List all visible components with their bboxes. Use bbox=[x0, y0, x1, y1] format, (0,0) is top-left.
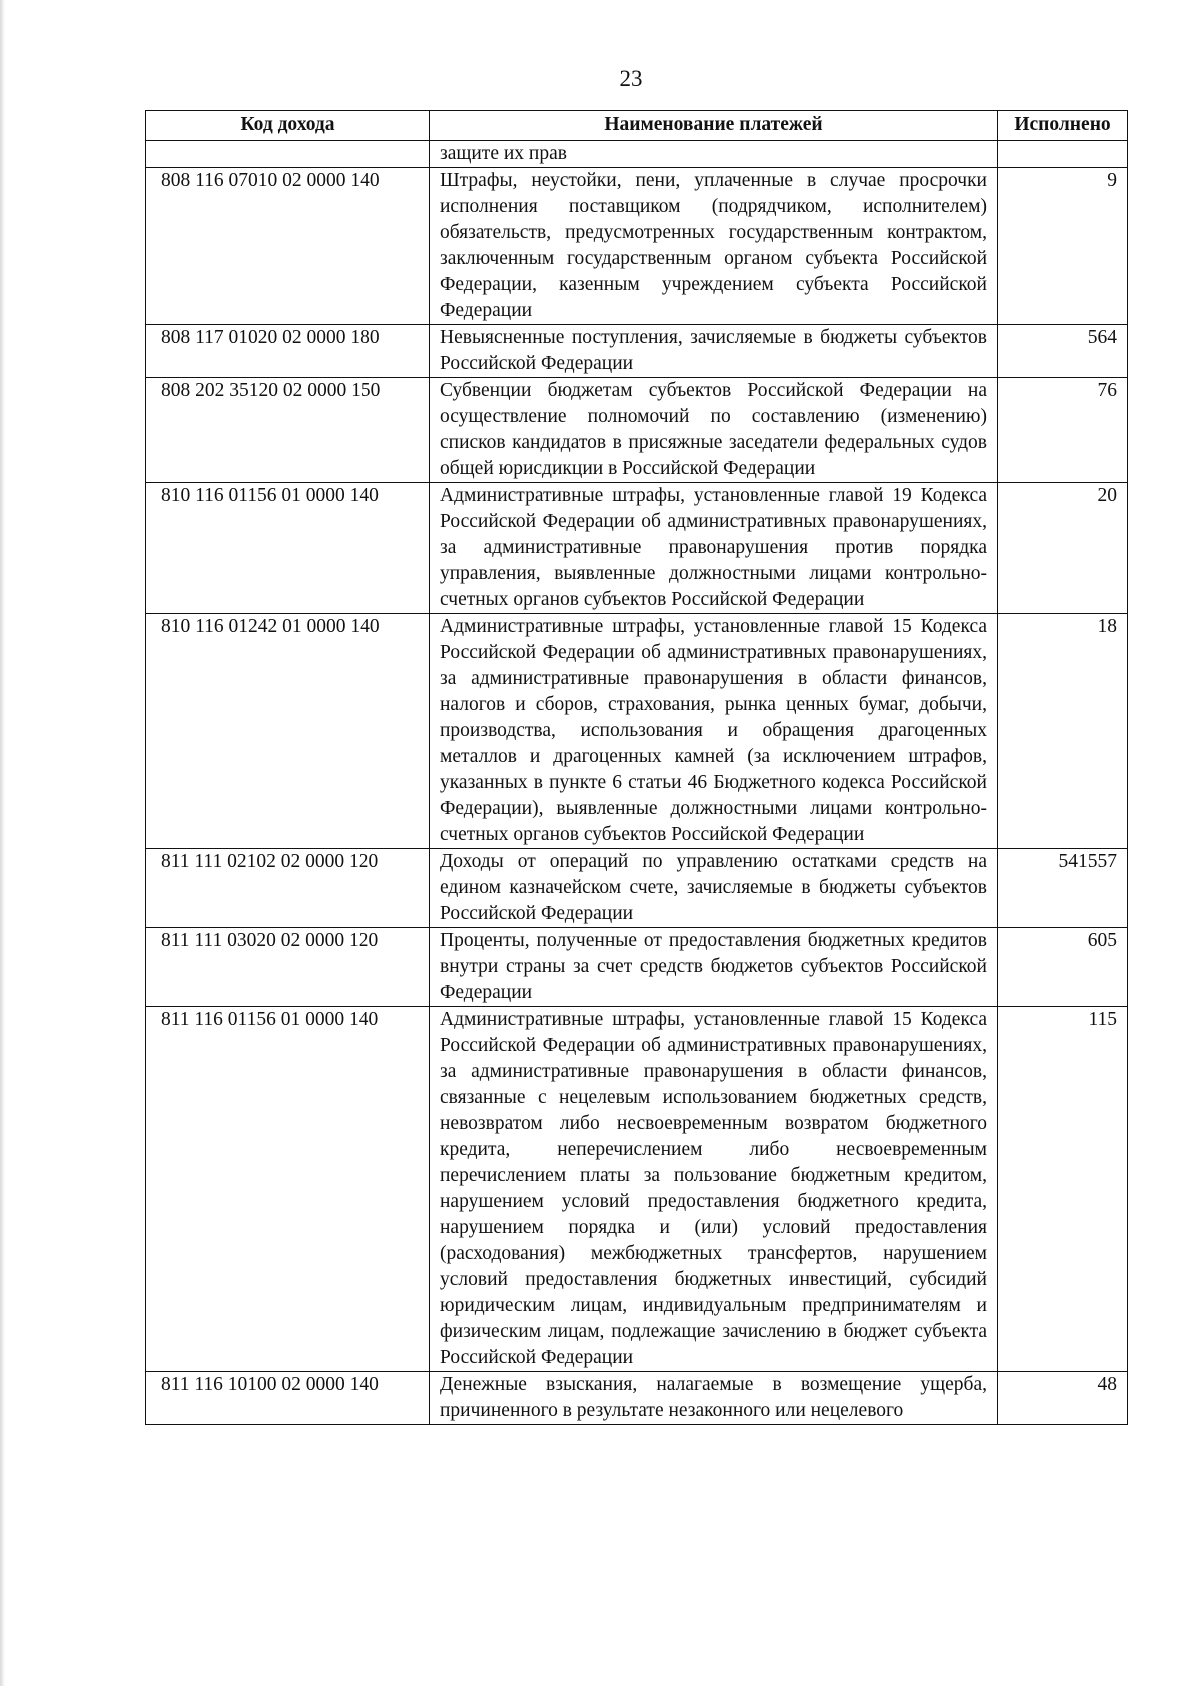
header-income-code: Код дохода bbox=[146, 111, 430, 141]
payment-name: Административные штрафы, установленные главой 15 Кодекса Российской Федерации об административных правонарушениях, за административные правонарушения в области финансов, налогов и сборов, страхования, рынка ценных бумаг, добычи, производства, использования и обращения драгоценных металлов и драгоценных камней (за исключением штрафов, указанных в пункте 6 статьи 46 Бюджетного кодекса Российской Федерации), выявленные должностными лицами контрольно-счетных органов субъектов Российской Федерации bbox=[430, 614, 998, 849]
income-code: 810 116 01156 01 0000 140 bbox=[146, 483, 430, 614]
table-header-row bbox=[146, 111, 1128, 141]
revenue-table bbox=[145, 110, 1128, 1425]
executed-amount: 9 bbox=[998, 168, 1128, 325]
payment-name: Административные штрафы, установленные главой 15 Кодекса Российской Федерации об административных правонарушениях, за административные правонарушения в области финансов, связанные с нецелевым использованием бюджетных средств, невозвратом либо несвоевременным возвратом бюджетного кредита, неперечислением либо несвоевременным перечислением платы за пользование бюджетным кредитом, нарушением условий предоставления бюджетного кредита, нарушением порядка и (или) условий предоставления (расходования) межбюджетных трансфертов, нарушением условий предоставления бюджетных инвестиций, субсидий юридическим лицам, индивидуальным предпринимателям и физическим лицам, подлежащие зачислению в бюджет субъекта Российской Федерации bbox=[430, 1007, 998, 1372]
executed-amount: 18 bbox=[998, 614, 1128, 849]
payment-name: защите их прав bbox=[430, 141, 998, 168]
table-row bbox=[146, 483, 1128, 614]
page-number: 23 bbox=[619, 66, 643, 91]
payment-name: Штрафы, неустойки, пени, уплаченные в случае просрочки исполнения поставщиком (подрядчиком, исполнителем) обязательств, предусмотренных государственным контрактом, заключенным государственным органом субъекта Российской Федерации, казенным учреждением субъекта Российской Федерации bbox=[430, 168, 998, 325]
table-row bbox=[146, 849, 1128, 928]
executed-amount bbox=[998, 141, 1128, 168]
header-payment-name: Наименование платежей bbox=[430, 111, 998, 141]
table-row bbox=[146, 168, 1128, 325]
table-row bbox=[146, 325, 1128, 378]
income-code: 808 202 35120 02 0000 150 bbox=[146, 378, 430, 483]
income-code: 811 111 02102 02 0000 120 bbox=[146, 849, 430, 928]
income-code: 808 117 01020 02 0000 180 bbox=[146, 325, 430, 378]
payment-name: Проценты, полученные от предоставления бюджетных кредитов внутри страны за счет средств бюджетов субъектов Российской Федерации bbox=[430, 928, 998, 1007]
executed-amount: 76 bbox=[998, 378, 1128, 483]
table-row bbox=[146, 141, 1128, 168]
income-code: 810 116 01242 01 0000 140 bbox=[146, 614, 430, 849]
executed-amount: 541557 bbox=[998, 849, 1128, 928]
table-row bbox=[146, 614, 1128, 849]
executed-amount: 115 bbox=[998, 1007, 1128, 1372]
income-code: 811 111 03020 02 0000 120 bbox=[146, 928, 430, 1007]
scan-left-edge bbox=[0, 0, 5, 1686]
executed-amount: 48 bbox=[998, 1372, 1128, 1425]
executed-amount: 20 bbox=[998, 483, 1128, 614]
executed-amount: 564 bbox=[998, 325, 1128, 378]
header-executed: Исполнено bbox=[998, 111, 1128, 141]
income-code bbox=[146, 141, 430, 168]
payment-name: Субвенции бюджетам субъектов Российской Федерации на осуществление полномочий по составлению (изменению) списков кандидатов в присяжные заседатели федеральных судов общей юрисдикции в Российской Федерации bbox=[430, 378, 998, 483]
income-code: 811 116 10100 02 0000 140 bbox=[146, 1372, 430, 1425]
income-code: 808 116 07010 02 0000 140 bbox=[146, 168, 430, 325]
payment-name: Административные штрафы, установленные главой 19 Кодекса Российской Федерации об административных правонарушениях, за административные правонарушения против порядка управления, выявленные должностными лицами контрольно-счетных органов субъектов Российской Федерации bbox=[430, 483, 998, 614]
table-row bbox=[146, 928, 1128, 1007]
executed-amount: 605 bbox=[998, 928, 1128, 1007]
payment-name: Невыясненные поступления, зачисляемые в бюджеты субъектов Российской Федерации bbox=[430, 325, 998, 378]
table-row bbox=[146, 1007, 1128, 1372]
income-code: 811 116 01156 01 0000 140 bbox=[146, 1007, 430, 1372]
payment-name: Денежные взыскания, налагаемые в возмещение ущерба, причиненного в результате незаконного или нецелевого bbox=[430, 1372, 998, 1425]
table-row bbox=[146, 1372, 1128, 1425]
payment-name: Доходы от операций по управлению остатками средств на едином казначейском счете, зачисляемые в бюджеты субъектов Российской Федерации bbox=[430, 849, 998, 928]
table-row bbox=[146, 378, 1128, 483]
